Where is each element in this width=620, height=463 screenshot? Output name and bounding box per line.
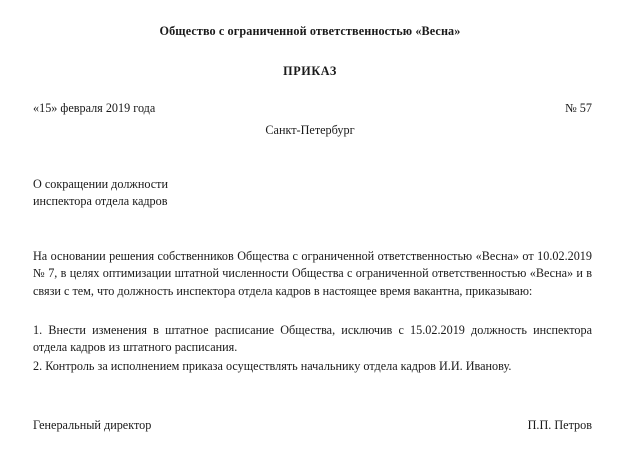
clause-item-1: 1. Внести изменения в штатное расписание Общества, исключив с 15.02.2019 должность инспектора отдела кадров из штатного расписания. — [33, 322, 592, 355]
document-city: Санкт-Петербург — [265, 123, 355, 137]
document-type-title: ПРИКАЗ — [283, 64, 337, 78]
document-date: «15» февраля 2019 года — [33, 101, 156, 115]
signature-row — [28, 418, 592, 436]
clause-item-2: 2. Контроль за исполнением приказа осуществлять начальнику отдела кадров И.И. Иванову. — [33, 359, 512, 374]
subject-line-2: инспектора отдела кадров — [33, 194, 168, 209]
subject-line-1: О сокращении должности — [33, 177, 168, 191]
signatory-name: П.П. Петров — [527, 417, 592, 432]
document-meta-row — [28, 101, 592, 117]
organization-name: Общество с ограниченной ответственностью «Весна» — [159, 24, 461, 38]
document-subject — [33, 176, 592, 211]
signatory-title: Генеральный директор — [33, 417, 152, 432]
document-preamble: На основании решения собственников Общества с ограниченной ответственностью «Весна» от 10.02.2019 № 7, в целях оптимизации штатной численности Общества с ограниченной ответственностью «Весна» и в связи с тем, что должность инспектора отдела кадров в настоящее время вакантна, приказываю: — [33, 248, 592, 299]
document-clauses — [33, 322, 592, 376]
document-page — [0, 24, 620, 463]
document-number: № 57 — [565, 101, 592, 115]
